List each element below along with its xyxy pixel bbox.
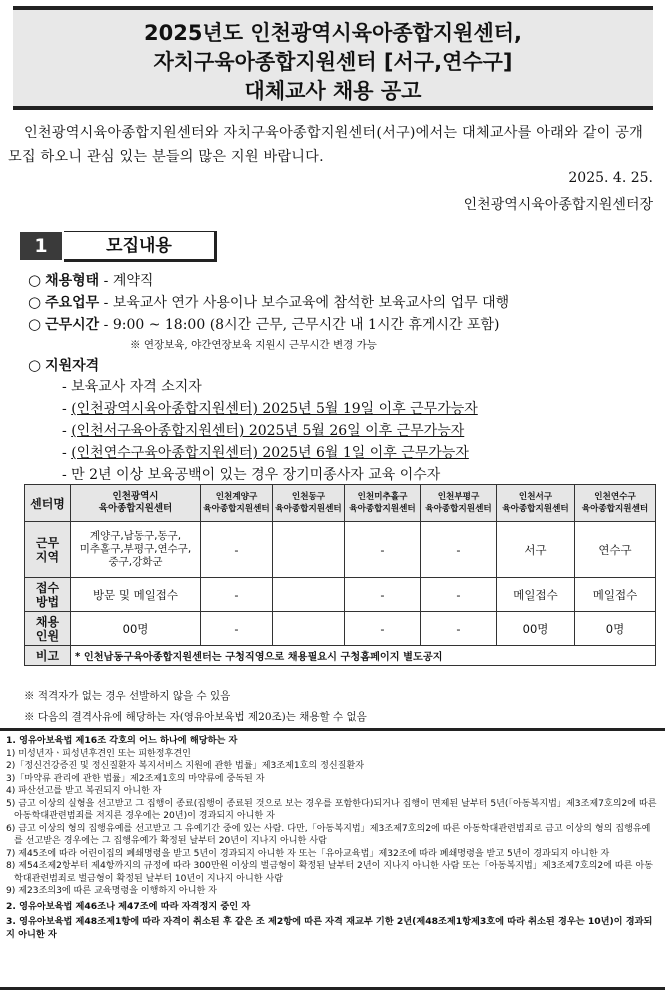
title-banner xyxy=(13,6,653,110)
table-header-cell xyxy=(421,485,497,522)
table-cell: 0명 xyxy=(575,612,656,646)
table-header-cell xyxy=(71,485,201,522)
table-row xyxy=(25,612,656,646)
recruitment-table xyxy=(24,484,656,666)
disqualification-item: 8) 제54조제2항부터 제4항까지의 규정에 따라 300만원 이상의 벌금형이 확정된 날부터 2년이 지나지 아니한 사람 또는「아동복지법」제3조제7호의2에 따른 아동학대관련범죄로 벌금형이 확정된 날부터 10년이 지나지 아니한 사람 xyxy=(6,861,653,884)
table-cell: 연수구 xyxy=(575,522,656,578)
disqualification-item: 5) 금고 이상의 실형을 선고받고 그 집행이 종료(집행이 종료된 것으로 보는 경우를 포함한다)되거나 집행이 면제된 날부터 5년(「아동복지법」제3조제7호의2에 따른 아동학대관련범죄를 저지른 경우에는 20년)이 경과되지 아니한 자 xyxy=(6,798,657,821)
qualification-item: - 보육교사 자격 소지자 xyxy=(62,379,202,395)
header-line: 인천동구 xyxy=(291,492,326,502)
table-cell: - xyxy=(345,578,421,612)
table-row xyxy=(25,578,656,612)
table-header-row xyxy=(25,485,656,522)
header-line: 인천미추홀구 xyxy=(357,492,408,502)
table-cell: - xyxy=(201,522,273,578)
row-header-line: 근무 xyxy=(35,535,60,550)
header-line: 육아종합지원센터 xyxy=(349,504,416,514)
table-cell: - xyxy=(421,578,497,612)
disqualification-item: 9) 제23조의3에 따른 교육명령을 이행하지 아니한 자 xyxy=(6,886,217,896)
qualification-item xyxy=(62,420,464,440)
table-cell: - xyxy=(345,522,421,578)
row-header xyxy=(25,578,71,612)
qualification-item: - 만 2년 이상 보육공백이 있는 경우 장기미종사자 교육 이수자 xyxy=(62,467,441,483)
work-hours-note: ※ 연장보육, 야간연장보육 지원시 근무시간 변경 가능 xyxy=(130,339,377,351)
table-cell: 서구 xyxy=(497,522,575,578)
section-number: 1 xyxy=(20,232,62,260)
main-duty-label: 주요업무 xyxy=(45,295,100,311)
employment-type-label: 채용형태 xyxy=(45,273,100,289)
table-row xyxy=(25,522,656,578)
work-hours-row xyxy=(28,314,500,334)
dash: - xyxy=(62,445,72,461)
remark-text: * 인천남동구육아종합지원센터는 구청직영으로 채용필요시 구청홈페이지 별도공지 xyxy=(71,646,656,666)
disqualification-item: 6) 금고 이상의 형의 집행유예를 선고받고 그 유예기간 중에 있는 사람. 다만,「아동복지법」제3조제7호의2에 따른 아동학대관련범죄로 금고 이상의 형의 집행유예를 선고받은 경우에는 그 집행유예가 확정된 날부터 20년이 지나지 아니한 사람 xyxy=(6,823,651,846)
header-line: 육아종합지원센터 xyxy=(203,504,270,514)
qualifications-row xyxy=(28,355,99,375)
row-header-line: 인원 xyxy=(35,628,60,643)
dash: - xyxy=(62,401,72,417)
footnote: ※ 다음의 결격사유에 해당하는 자(영유아보육법 제20조)는 채용할 수 없음 xyxy=(24,711,367,723)
header-line: 인천서구 xyxy=(518,492,553,502)
header-line: 육아종합지원센터 xyxy=(502,504,569,514)
circle-bullet: ○ xyxy=(28,271,42,289)
table-cell: 메일접수 xyxy=(497,578,575,612)
qualification-date-text: (인천광역시육아종합지원센터) 2025년 5월 19일 이후 근무가능자 xyxy=(71,401,478,417)
dash: - xyxy=(62,423,72,439)
header-line: 육아종합지원센터 xyxy=(275,504,342,514)
disqualification-item: 4) 파산선고를 받고 복권되지 아니한 자 xyxy=(6,786,162,796)
circle-bullet: ○ xyxy=(28,356,42,374)
header-line: 육아종합지원센터 xyxy=(98,503,173,514)
issuing-organization: 인천광역시육아종합지원센터장 xyxy=(463,197,653,213)
disqualification-heading: 3. 영유아보육법 제48조제1항에 따라 자격이 취소된 후 같은 조 제2항에 따른 자격 재교부 기한 2년(제48조제1항제3호에 따라 취소된 경우는 10년)이 경과되지 아니한 자 xyxy=(6,916,653,940)
table-cell: - xyxy=(421,612,497,646)
header-line: 육아종합지원센터 xyxy=(581,504,649,514)
header-line: 육아종합지원센터 xyxy=(425,504,492,514)
header-line: 인천광역시 xyxy=(112,491,159,502)
disqualification-item: 7) 제45조에 따라 어린이집의 폐쇄명령을 받고 5년이 경과되지 아니한 자 또는「유아교육법」제32조에 따라 폐쇄명령을 받고 5년이 경과되지 아니한 자 xyxy=(6,848,610,859)
table-cell: - xyxy=(421,522,497,578)
table-cell: 방문 및 메일접수 xyxy=(71,578,201,612)
table-cell: 메일접수 xyxy=(575,578,656,612)
header-line: 인천계양구 xyxy=(215,492,258,502)
section-title: 모집내용 xyxy=(64,231,217,262)
qualification-item xyxy=(62,398,478,418)
table-header-cell xyxy=(575,485,656,522)
main-duty-row xyxy=(28,292,509,312)
table-cell: 00명 xyxy=(497,612,575,646)
work-hours-value: - 9:00 ~ 18:00 (8시간 근무, 근무시간 내 1시간 휴게시간 포함) xyxy=(99,317,500,333)
qualification-date-text: (인천서구육아종합지원센터) 2025년 5월 26일 이후 근무가능자 xyxy=(71,423,465,439)
disqualification-item: 2)「정신건강증진 및 정신질환자 복지서비스 지원에 관한 법률」제3조제1호의 정신질환자 xyxy=(6,761,365,771)
header-line: 인천부평구 xyxy=(437,492,480,502)
qualifications-label: 지원자격 xyxy=(45,358,100,374)
footnote: ※ 적격자가 없는 경우 선발하지 않을 수 있음 xyxy=(24,690,231,702)
header-line: 인천연수구 xyxy=(594,492,636,502)
row-header-line: 방법 xyxy=(35,594,60,609)
title-line-3: 대체교사 채용 공고 xyxy=(244,79,422,103)
table-cell: 00명 xyxy=(71,612,201,646)
intro-paragraph: 인천광역시육아종합지원센터와 자치구육아종합지원센터(서구)에서는 대체교사를 아래와 같이 공개모집 하오니 관심 있는 분들의 많은 지원 바랍니다. xyxy=(8,125,644,165)
row-header-line: 지역 xyxy=(35,549,60,564)
qualification-date-text: (인천연수구육아종합지원센터) 2025년 6월 1일 이후 근무가능자 xyxy=(71,445,469,461)
area-line: 중구,강화군 xyxy=(108,556,163,568)
circle-bullet: ○ xyxy=(28,293,42,311)
work-area-cell xyxy=(71,522,201,578)
table-cell: - xyxy=(345,612,421,646)
main-duty-value: - 보육교사 연가 사용이나 보수교육에 참석한 보육교사의 업무 대행 xyxy=(99,295,510,311)
table-cell: - xyxy=(201,578,273,612)
area-line: 미추홀구,부평구,연수구, xyxy=(79,543,192,555)
row-header-line: 채용 xyxy=(35,614,60,629)
employment-type-row xyxy=(28,270,153,290)
circle-bullet: ○ xyxy=(28,315,42,333)
disqualification-item: 3)「마약류 관리에 관한 법률」제2조제1호의 마약류에 중독된 자 xyxy=(6,773,265,784)
table-header-cell xyxy=(345,485,421,522)
table-cell xyxy=(273,522,345,578)
row-header xyxy=(25,612,71,646)
title-line-2: 자치구육아종합지원센터 [서구,연수구] xyxy=(153,50,513,74)
row-header-line: 접수 xyxy=(35,580,60,595)
row-header xyxy=(25,522,71,578)
employment-type-value: - 계약직 xyxy=(99,273,154,289)
disqualification-heading: 2. 영유아보육법 제46조나 제47조에 따라 자격정지 중인 자 xyxy=(6,900,251,912)
remark-header: 비고 xyxy=(25,646,71,666)
disqualification-box xyxy=(0,728,665,990)
table-cell xyxy=(273,612,345,646)
area-line: 계양구,남동구,동구, xyxy=(89,530,182,542)
qualification-item xyxy=(62,442,469,462)
table-header-cell xyxy=(201,485,273,522)
table-header-cell xyxy=(273,485,345,522)
table-corner-cell: 센터명 xyxy=(25,485,71,522)
work-hours-label: 근무시간 xyxy=(45,317,100,333)
table-cell xyxy=(273,578,345,612)
disqualification-item: 1) 미성년자ㆍ피성년후견인 또는 피한정후견인 xyxy=(6,748,191,759)
title-line-1: 2025년도 인천광역시육아종합지원센터, xyxy=(143,21,523,45)
table-cell: - xyxy=(201,612,273,646)
table-header-cell xyxy=(497,485,575,522)
table-remark-row xyxy=(25,646,656,666)
disqualification-heading: 1. 영유아보육법 제16조 각호의 어느 하나에 해당하는 자 xyxy=(6,735,238,746)
announcement-date: 2025. 4. 25. xyxy=(568,170,653,186)
